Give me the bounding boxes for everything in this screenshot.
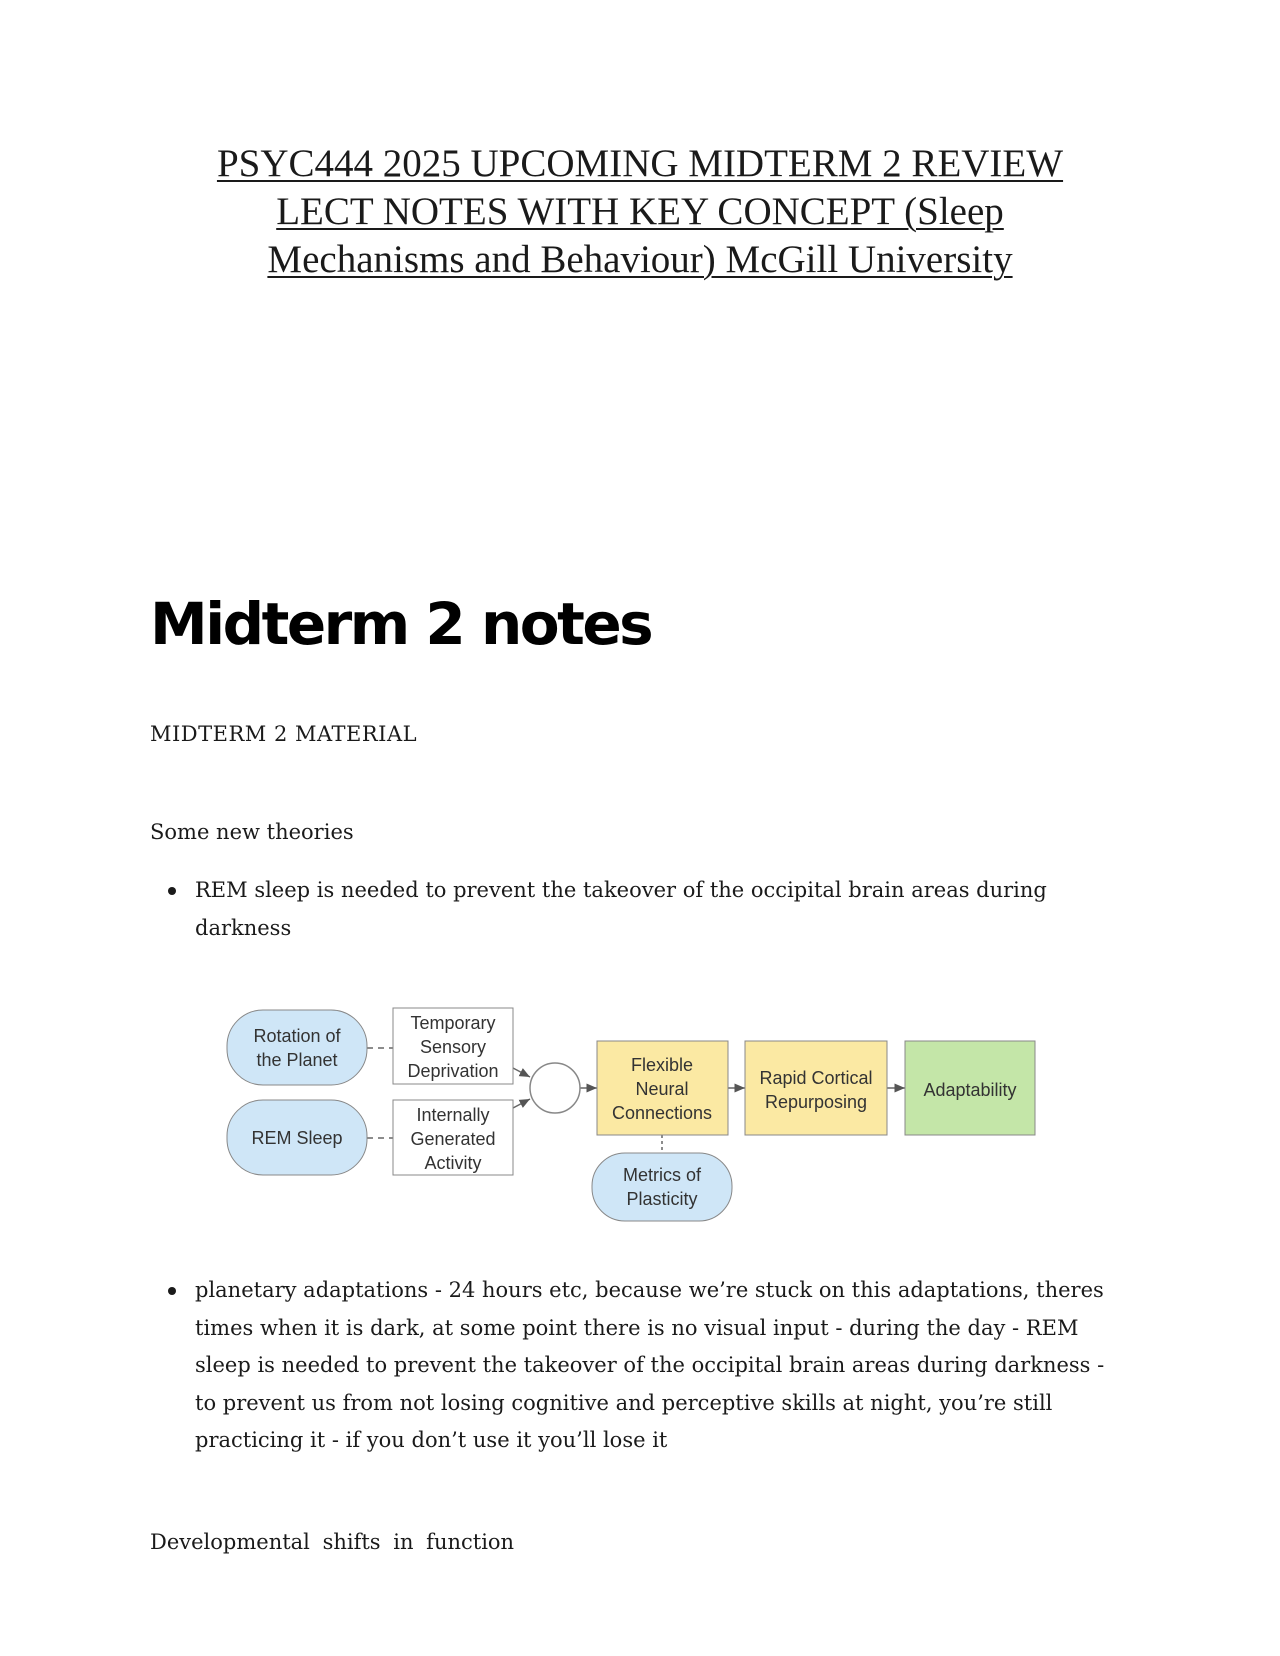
- node-rem-line-1: REM Sleep: [251, 1128, 343, 1148]
- node-rapid-line-2: Repurposing: [764, 1092, 868, 1112]
- node-rotation-line-1: Rotation of: [253, 1026, 341, 1046]
- bullet-item-1: REM sleep is needed to prevent the takeover of the occipital brain areas during darkness: [195, 872, 1125, 947]
- node-metrics-line-1: Metrics of: [622, 1165, 702, 1185]
- document-title: [150, 140, 1130, 284]
- node-flexible-line-3: Connections: [611, 1103, 713, 1123]
- node-adaptability: [905, 1041, 1035, 1135]
- section-heading: Midterm 2 notes: [150, 590, 652, 658]
- node-rapid-line-1: Rapid Cortical: [759, 1068, 873, 1088]
- subheading: Some new theories: [150, 820, 354, 844]
- section-label: MIDTERM 2 MATERIAL: [150, 722, 418, 746]
- node-flexible-neural-connections: [597, 1041, 728, 1135]
- node-internal-line-3: Activity: [424, 1153, 482, 1173]
- node-rotation-line-2: the Planet: [256, 1050, 338, 1070]
- node-temporary-sensory-deprivation: [393, 1008, 513, 1084]
- bullet-item-2: planetary adaptations - 24 hours etc, because we’re stuck on this adaptations, theres times when it is dark, at some point there is no visual input - during the day - REM sleep is needed to prevent the takeover of the occipital brain areas during darkness - to prevent us from not losing cognitive and perceptive skills at night, you’re still practicing it - if you don’t use it you’ll lose it: [195, 1272, 1125, 1460]
- node-flexible-line-2: Neural: [635, 1079, 689, 1099]
- footer-section-label: Developmental shifts in function: [150, 1530, 515, 1554]
- node-rapid-cortical-repurposing: [745, 1041, 887, 1135]
- node-flexible-line-1: Flexible: [630, 1055, 694, 1075]
- node-adapt-line-1: Adaptability: [923, 1080, 1017, 1100]
- node-temporary-line-1: Temporary: [410, 1013, 496, 1033]
- node-temporary-line-3: Deprivation: [407, 1061, 499, 1081]
- node-internally-generated-activity: [393, 1100, 513, 1175]
- title-line-1: PSYC444 2025 UPCOMING MIDTERM 2 REVIEW: [216, 142, 1064, 185]
- node-rem-sleep: [227, 1100, 367, 1175]
- node-internal-line-1: Internally: [416, 1105, 490, 1125]
- node-internal-line-2: Generated: [410, 1129, 496, 1149]
- flow-diagram: [225, 1005, 1045, 1235]
- title-line-3: Mechanisms and Behaviour) McGill University: [267, 238, 1013, 281]
- node-metrics-of-plasticity: [592, 1153, 732, 1221]
- node-rotation-of-planet: [227, 1010, 367, 1085]
- title-line-2: LECT NOTES WITH KEY CONCEPT (Sleep: [276, 190, 1004, 233]
- node-metrics-line-2: Plasticity: [626, 1189, 698, 1209]
- node-temporary-line-2: Sensory: [419, 1037, 487, 1057]
- junction-circle: [530, 1063, 580, 1113]
